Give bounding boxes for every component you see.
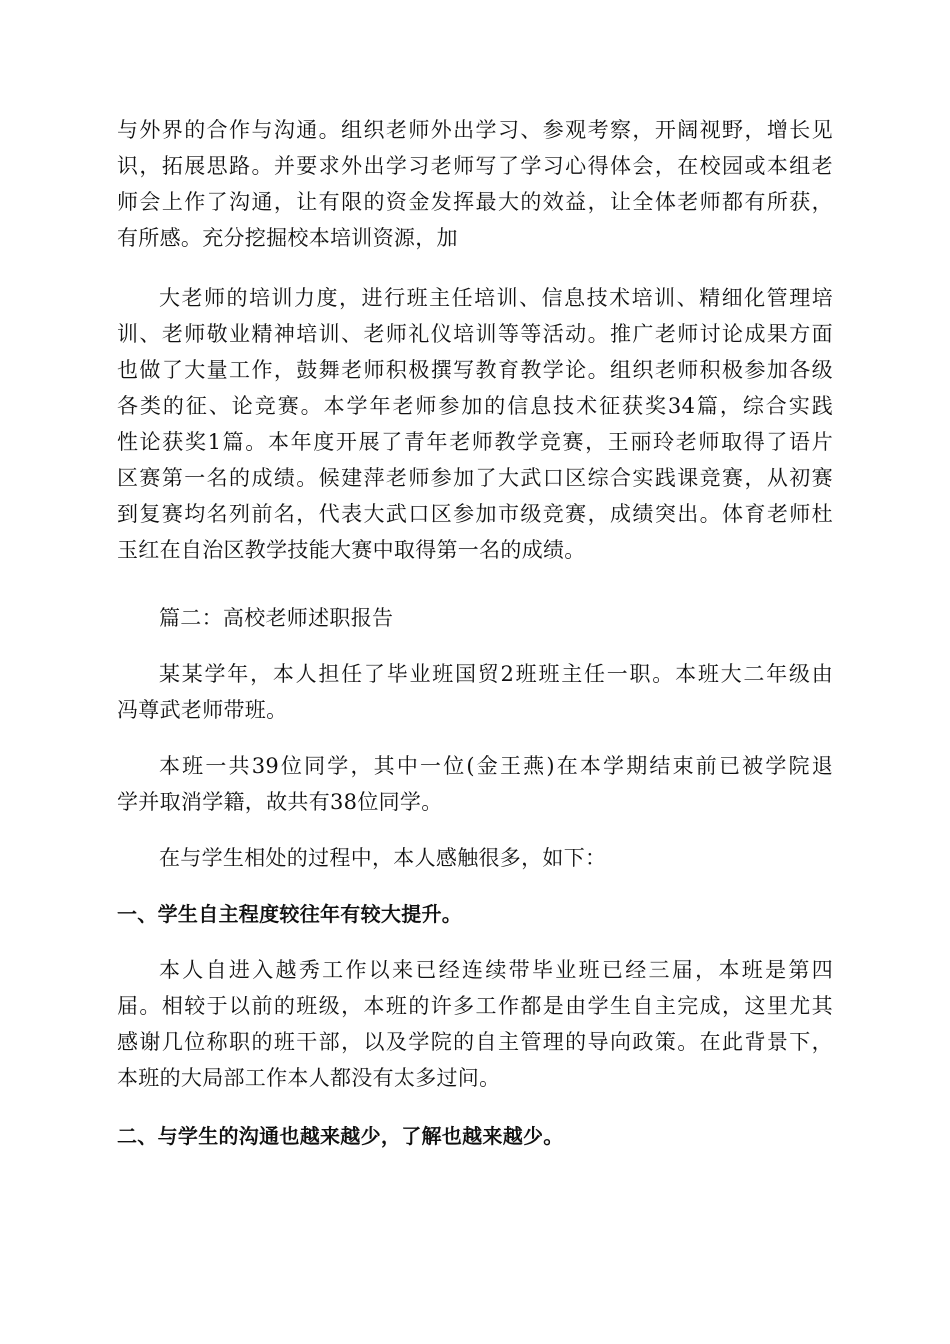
text-line: 届。相较于以前的班级，本班的许多工作都是由学生自主完成，这里尤其: [117, 994, 833, 1018]
text-line: 识，拓展思路。并要求外出学习老师写了学习心得体会，在校园或本组老: [117, 154, 833, 178]
body-paragraph-2: [117, 280, 833, 568]
section-heading-1: [117, 896, 833, 932]
text-line: 一、学生自主程度较往年有较大提升。: [117, 902, 463, 926]
section-heading-2: [117, 1118, 833, 1154]
text-line: 性论获奖1篇。本年度开展了青年老师教学竞赛，王丽玲老师取得了语片: [117, 430, 833, 454]
text-line: 本人自进入越秀工作以来已经连续带毕业班已经三届，本班是第四: [159, 958, 833, 982]
text-line: 大老师的培训力度，进行班主任培训、信息技术培训、精细化管理培: [159, 286, 833, 310]
body-paragraph-6: [117, 952, 833, 1096]
body-paragraph-1: [117, 112, 833, 256]
text-line: 区赛第一名的成绩。候建萍老师参加了大武口区综合实践课竞赛，从初赛: [117, 466, 833, 490]
text-line: 冯尊武老师带班。: [117, 698, 288, 722]
text-line: 篇二：高校老师述职报告: [159, 606, 394, 630]
section-title: [117, 600, 833, 636]
text-line: 师会上作了沟通，让有限的资金发挥最大的效益，让全体老师都有所获，: [117, 190, 833, 214]
text-line: 感谢几位称职的班干部，以及学院的自主管理的导向政策。在此背景下，: [117, 1030, 833, 1054]
text-line: 某某学年，本人担任了毕业班国贸2班班主任一职。本班大二年级由: [159, 662, 833, 686]
text-line: 有所感。充分挖掘校本培训资源，加: [117, 226, 458, 250]
text-line: 二、与学生的沟通也越来越少，了解也越来越少。: [117, 1124, 564, 1148]
text-line: 到复赛均名列前名，代表大武口区参加市级竞赛，成绩突出。体育老师杜: [117, 502, 833, 526]
text-line: 也做了大量工作，鼓舞老师积极撰写教育教学论。组织老师积极参加各级: [117, 358, 833, 382]
text-line: 在与学生相处的过程中，本人感触很多，如下：: [159, 846, 607, 870]
text-line: 学并取消学籍，故共有38位同学。: [117, 790, 443, 814]
body-paragraph-4: [117, 748, 833, 820]
text-line: 本班的大局部工作本人都没有太多过问。: [117, 1066, 501, 1090]
text-line: 玉红在自治区教学技能大赛中取得第一名的成绩。: [117, 538, 586, 562]
body-paragraph-5: [117, 840, 833, 876]
body-paragraph-3: [117, 656, 833, 728]
text-line: 本班一共39位同学，其中一位(金王燕)在本学期结束前已被学院退: [159, 754, 833, 778]
text-line: 各类的征、论竞赛。本学年老师参加的信息技术征获奖34篇，综合实践: [117, 394, 833, 418]
text-line: 与外界的合作与沟通。组织老师外出学习、参观考察，开阔视野，增长见: [117, 118, 833, 142]
text-line: 训、老师敬业精神培训、老师礼仪培训等等活动。推广老师讨论成果方面: [117, 322, 833, 346]
